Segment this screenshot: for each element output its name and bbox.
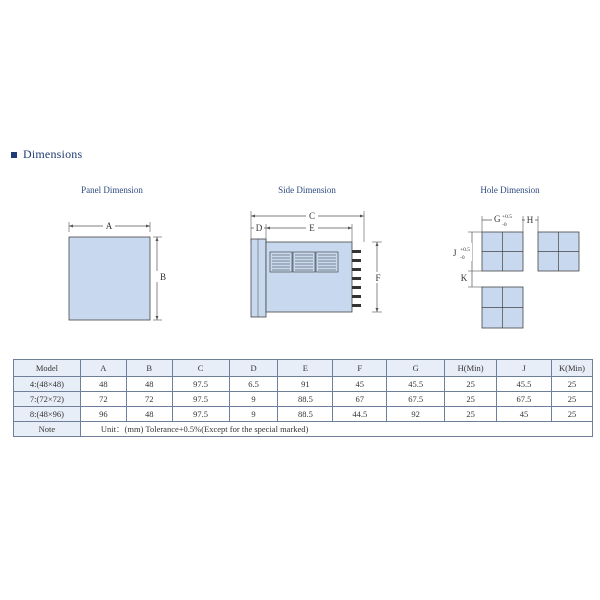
- dim-label-e: E: [309, 223, 315, 233]
- table-cell: 97.5: [172, 377, 229, 392]
- header-cell: Model: [14, 360, 81, 377]
- header-cell: A: [80, 360, 126, 377]
- table-cell: 9: [229, 407, 278, 422]
- table-cell: 88.5: [278, 407, 333, 422]
- panel-dimension-caption: Panel Dimension: [81, 185, 143, 195]
- table-cell: 92: [387, 407, 445, 422]
- dim-label-a: A: [105, 221, 113, 231]
- header-cell: E: [278, 360, 333, 377]
- tol-plus-g: +0.5: [502, 214, 512, 220]
- table-cell: 25: [445, 377, 497, 392]
- table-cell: 67.5: [497, 392, 552, 407]
- note-text: Unit：(mm) Tolerance+0.5%(Except for the special marked): [80, 422, 592, 437]
- side-bezel: [251, 239, 266, 317]
- header-cell: J: [497, 360, 552, 377]
- table-cell: 25: [551, 407, 592, 422]
- table-cell: 45: [497, 407, 552, 422]
- header-cell: F: [333, 360, 387, 377]
- header-cell: H(Min): [445, 360, 497, 377]
- side-dimension-caption: Side Dimension: [278, 185, 336, 195]
- table-cell: 88.5: [278, 392, 333, 407]
- model-cell: 4:(48×48): [14, 377, 81, 392]
- header-cell: D: [229, 360, 278, 377]
- dim-label-k: K: [460, 273, 468, 283]
- side-drawing: [251, 211, 383, 317]
- table-cell: 67.5: [387, 392, 445, 407]
- table-cell: 48: [126, 377, 172, 392]
- hole-dimension-caption: Hole Dimension: [480, 185, 540, 195]
- model-cell: 8:(48×96): [14, 407, 81, 422]
- dim-label-f: F: [375, 273, 381, 283]
- table-cell: 6.5: [229, 377, 278, 392]
- model-cell: 7:(72×72): [14, 392, 81, 407]
- table-cell: 72: [126, 392, 172, 407]
- dim-label-h: H: [526, 215, 534, 225]
- table-cell: 9: [229, 392, 278, 407]
- dimensions-table: [13, 359, 593, 437]
- table-cell: 25: [551, 392, 592, 407]
- note-row: [14, 422, 593, 437]
- dim-label-g: G: [494, 214, 501, 224]
- table-cell: 44.5: [333, 407, 387, 422]
- header-cell: K(Min): [551, 360, 592, 377]
- table-cell: 97.5: [172, 407, 229, 422]
- table-row: [14, 392, 593, 407]
- table-cell: 48: [80, 377, 126, 392]
- table-cell: 45.5: [497, 377, 552, 392]
- table-cell: 67: [333, 392, 387, 407]
- tol-minus-j: -0: [460, 255, 465, 261]
- dim-label-c: C: [308, 211, 316, 221]
- dim-label-d: D: [255, 223, 263, 233]
- table-cell: 72: [80, 392, 126, 407]
- section-title: Dimensions: [23, 147, 83, 161]
- header-cell: C: [172, 360, 229, 377]
- table-row: [14, 377, 593, 392]
- note-label: Note: [14, 422, 81, 437]
- tol-minus-g: -0: [502, 222, 507, 228]
- table-cell: 91: [278, 377, 333, 392]
- dim-label-b: B: [159, 272, 167, 282]
- panel-drawing: [69, 221, 168, 320]
- tol-plus-j: +0.5: [460, 247, 470, 253]
- header-cell: B: [126, 360, 172, 377]
- header-cell: G: [387, 360, 445, 377]
- table-cell: 48: [126, 407, 172, 422]
- table-cell: 96: [80, 407, 126, 422]
- table-row: [14, 407, 593, 422]
- table-cell: 45.5: [387, 377, 445, 392]
- table-header-row: [14, 360, 593, 377]
- table-cell: 25: [445, 407, 497, 422]
- hole-drawing: [450, 213, 579, 328]
- table-cell: 97.5: [172, 392, 229, 407]
- panel-face: [69, 237, 150, 320]
- table-cell: 25: [445, 392, 497, 407]
- dim-label-j: J: [453, 248, 457, 258]
- table-cell: 45: [333, 377, 387, 392]
- table-cell: 25: [551, 377, 592, 392]
